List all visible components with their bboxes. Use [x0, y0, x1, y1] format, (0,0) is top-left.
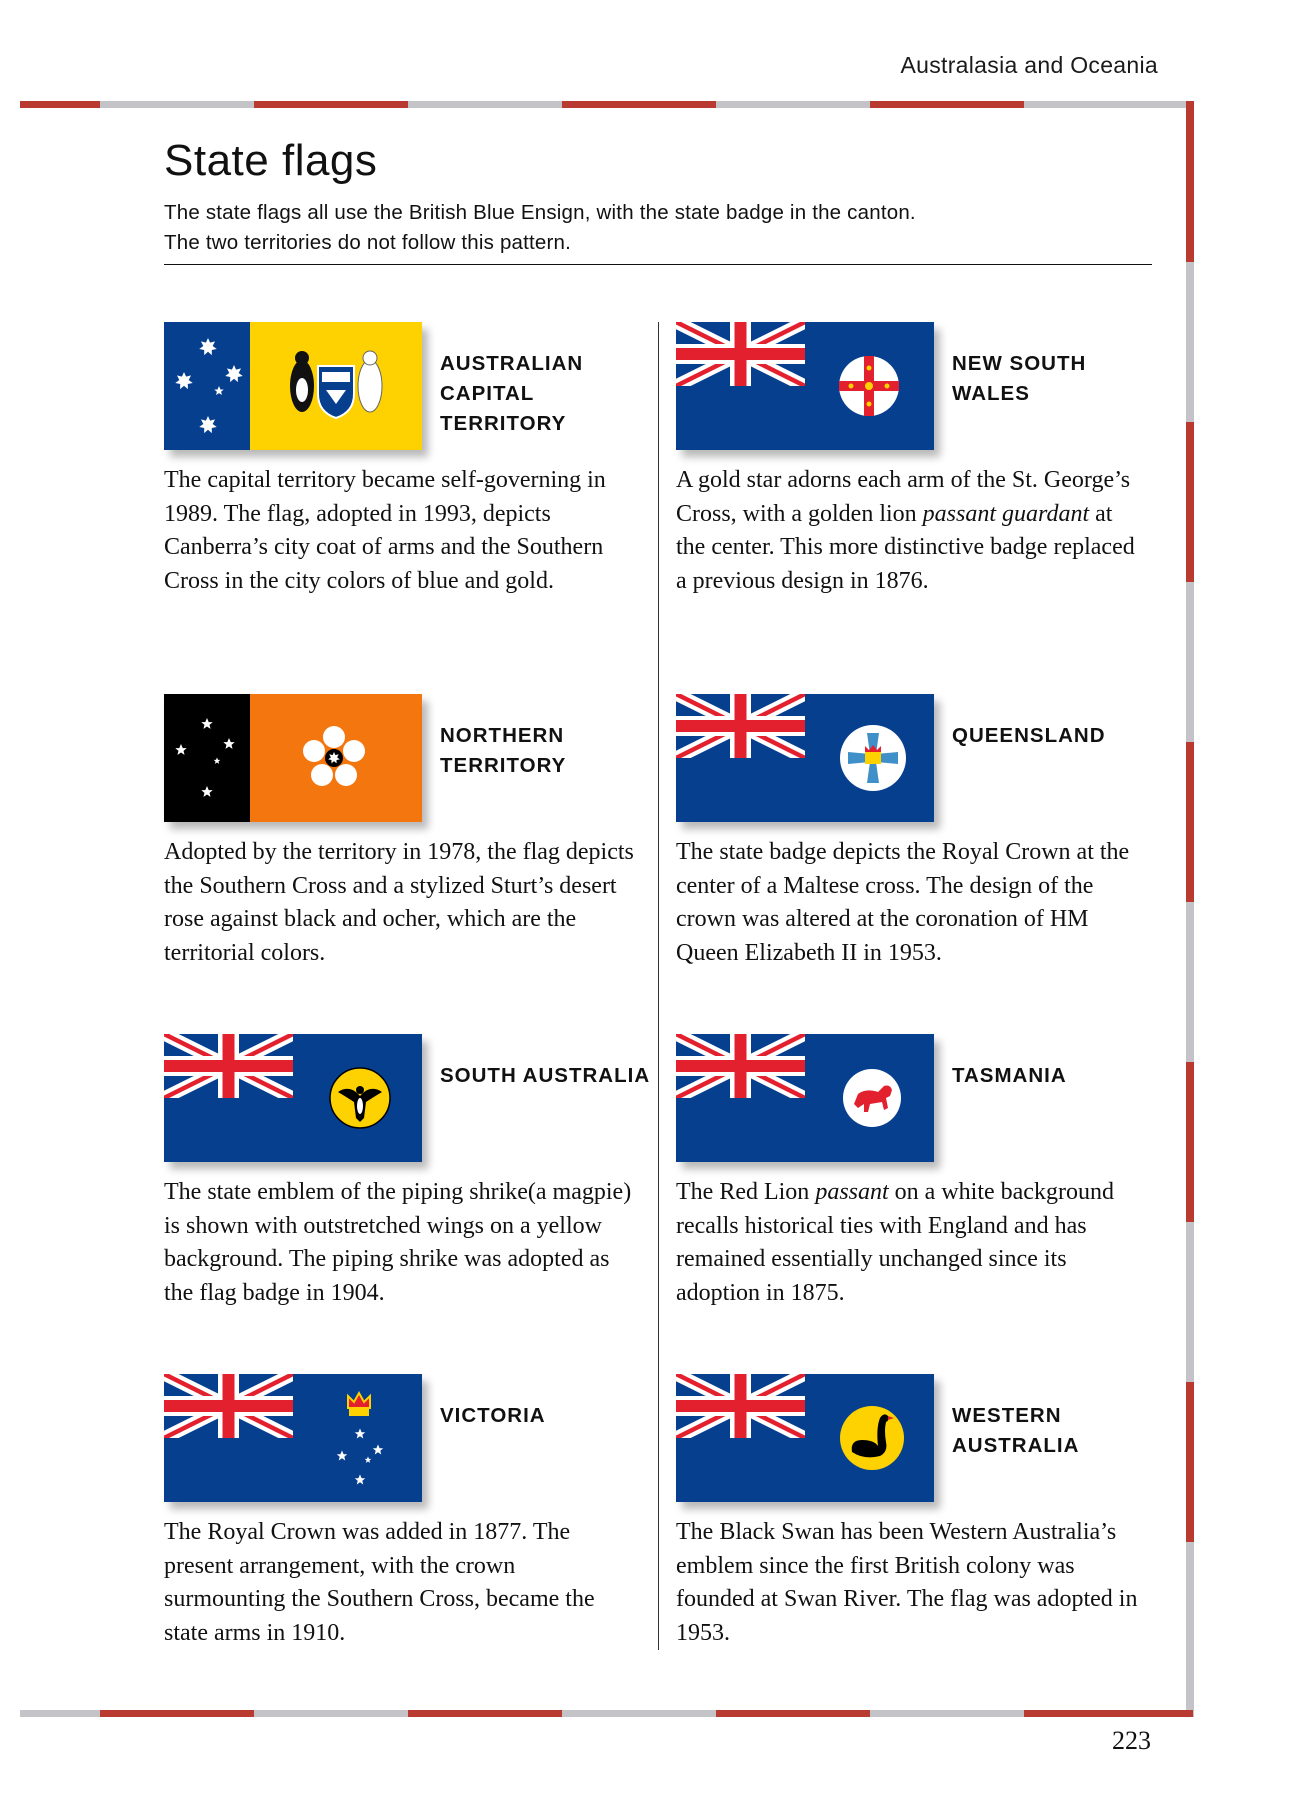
qld-flag-icon — [676, 694, 934, 822]
flag-name-tas: TASMANIA — [952, 1064, 1067, 1087]
flag-name-qld: QUEENSLAND — [952, 724, 1106, 747]
flag-desc-nt: Adopted by the territory in 1978, the flag depicts the Southern Cross and a stylized Sturt’s desert rose against black and ocher, which are the territorial colors. — [164, 839, 634, 966]
page-title: State flags — [164, 136, 378, 185]
page-number: 223 — [1112, 1726, 1151, 1755]
flag-desc-tas: The Red Lion passant on a white background recalls historical ties with England and has remained essentially unchanged since its adoption in 1875. — [676, 1179, 1114, 1306]
nsw-flag-icon — [676, 322, 934, 450]
flag-name-sa: SOUTH AUSTRALIA — [440, 1064, 651, 1087]
section-label: Australasia and Oceania — [900, 52, 1158, 78]
tas-flag-icon — [676, 1034, 934, 1162]
act-flag-icon — [164, 322, 422, 450]
page-subtitle — [164, 198, 1064, 258]
vic-flag-icon — [164, 1374, 422, 1502]
flag-desc-sa: The state emblem of the piping shrike(a magpie) is shown with outstretched wings on a yellow background. The piping shrike was adopted as the flag badge in 1904. — [164, 1179, 632, 1306]
bottom-border — [20, 1710, 1193, 1717]
subtitle-line-1: The state flags all use the British Blue Ensign, with the state badge in the canton. — [164, 201, 916, 224]
flag-name-nsw: NEW SOUTH WALES — [952, 352, 1087, 405]
column-divider — [658, 322, 659, 1650]
title-rule — [164, 264, 1152, 265]
flag-desc-act: The capital territory became self-governing in 1989. The flag, adopted in 1993, depicts Canberra’s city coat of arms and the Southern Cross in the city colors of blue and gold. — [164, 467, 606, 594]
subtitle-line-2: The two territories do not follow this pattern. — [164, 231, 572, 254]
flag-name-act: AUSTRALIAN CAPITAL TERRITORY — [440, 352, 584, 435]
flag-name-wa: WESTERN AUSTRALIA — [952, 1404, 1080, 1457]
flag-name-nt: NORTHERN TERRITORY — [440, 724, 567, 777]
flag-desc-vic: The Royal Crown was added in 1877. The present arrangement, with the crown surmounting the Southern Cross, became the state arms in 1910. — [164, 1519, 595, 1646]
sa-flag-icon — [164, 1034, 422, 1162]
flag-desc-qld: The state badge depicts the Royal Crown at the center of a Maltese cross. The design of the crown was altered at the coronation of HM Queen Elizabeth II in 1953. — [676, 839, 1130, 966]
top-border — [20, 101, 1193, 108]
wa-flag-icon — [676, 1374, 934, 1502]
nt-flag-icon — [164, 694, 422, 822]
flag-desc-wa: The Black Swan has been Western Australia’s emblem since the first British colony was founded at Swan River. The flag was adopted in 1953. — [676, 1519, 1138, 1646]
right-border — [1186, 101, 1194, 1717]
flag-desc-nsw: A gold star adorns each arm of the St. George’s Cross, with a golden lion passant guardant at the center. This more distinctive badge replaced a previous design in 1876. — [676, 467, 1135, 594]
flag-name-vic: VICTORIA — [440, 1404, 546, 1427]
